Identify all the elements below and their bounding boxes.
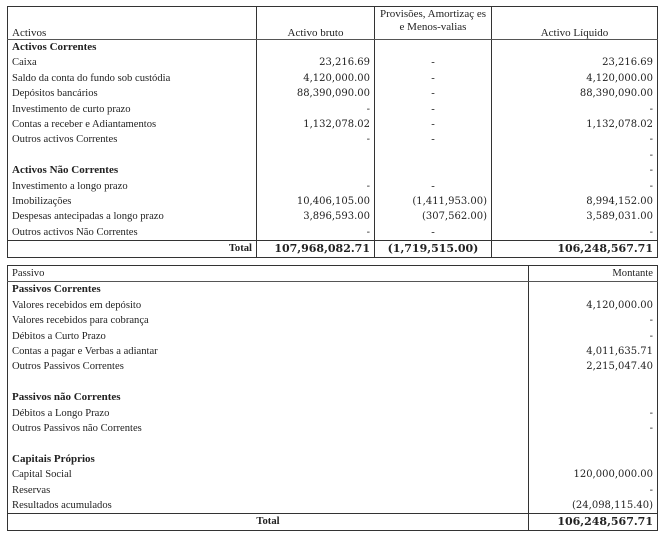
montante-value: - (529, 406, 658, 421)
montante-value: - (529, 483, 658, 498)
total-row (8, 514, 658, 530)
activo-bruto-value: 4,120,000.00 (257, 71, 375, 86)
table-row (8, 225, 658, 241)
header-activo-bruto: Activo bruto (257, 7, 375, 40)
activo-liquido-value: 1,132,078.02 (492, 117, 658, 132)
montante-value: - (529, 421, 658, 436)
total-value: (1,719,515.00) (375, 241, 492, 257)
provisoes-value: - (375, 71, 492, 86)
table-row (8, 436, 658, 451)
montante-value: - (529, 329, 658, 344)
montante-value: 120,000,000.00 (529, 467, 658, 482)
row-label: Outros Passivos Correntes (12, 361, 124, 373)
table-row (8, 102, 658, 117)
row-label: Investimento de curto prazo (12, 103, 131, 115)
activo-liquido-value: - (492, 225, 658, 241)
table-row (8, 298, 658, 313)
provisoes-value: - (375, 102, 492, 117)
montante-value: 2,215,047.40 (529, 359, 658, 374)
provisoes-value (375, 148, 492, 163)
row-label: Contas a receber e Adiantamentos (12, 119, 157, 131)
row-label: Despesas antecipadas a longo prazo (12, 211, 164, 223)
table-row (8, 71, 658, 86)
activo-liquido-value: 88,390,090.00 (492, 86, 658, 101)
montante-value: - (529, 313, 658, 328)
activo-bruto-value (257, 148, 375, 163)
activo-bruto-value: - (257, 179, 375, 194)
table-row (8, 148, 658, 163)
table-row (8, 163, 658, 178)
table-row (8, 483, 658, 498)
row-label: Imobilizações (12, 196, 72, 208)
liabilities-header-row (8, 266, 658, 282)
provisoes-value (375, 40, 492, 56)
row-label: Débitos a Longo Prazo (12, 407, 110, 419)
table-row (8, 40, 658, 56)
activo-liquido-value: - (492, 163, 658, 178)
table-row (8, 498, 658, 514)
header-passivo: Passivo (8, 266, 529, 282)
assets-header-row (8, 7, 658, 40)
montante-value (529, 390, 658, 405)
provisoes-value: (1,411,953.00) (375, 194, 492, 209)
montante-value (529, 282, 658, 298)
provisoes-value: - (375, 132, 492, 147)
row-label: Passivos não Correntes (12, 391, 121, 404)
row-label: Caixa (12, 57, 37, 69)
provisoes-value: - (375, 55, 492, 70)
activo-bruto-value: 88,390,090.00 (257, 86, 375, 101)
activo-liquido-value: 3,589,031.00 (492, 209, 658, 224)
activo-liquido-value: 4,120,000.00 (492, 71, 658, 86)
activo-bruto-value (257, 40, 375, 56)
activo-liquido-value: 8,994,152.00 (492, 194, 658, 209)
total-label: Total (8, 514, 529, 530)
row-label (8, 436, 529, 451)
table-row (8, 421, 658, 436)
table-row (8, 329, 658, 344)
table-row (8, 406, 658, 421)
row-label: Reservas (12, 484, 51, 496)
montante-value (529, 452, 658, 467)
table-row (8, 282, 658, 298)
header-activos: Activos (8, 7, 257, 40)
table-row (8, 344, 658, 359)
row-label (8, 375, 529, 390)
row-label: Depósitos bancários (12, 88, 98, 100)
row-label: Valores recebidos para cobrança (12, 315, 149, 327)
row-label: Passivos Correntes (12, 283, 101, 296)
table-row (8, 209, 658, 224)
table-row (8, 132, 658, 147)
provisoes-value: - (375, 86, 492, 101)
row-label: Capitais Próprios (12, 452, 95, 465)
montante-value (529, 375, 658, 390)
total-label: Total (8, 241, 257, 257)
activo-bruto-value: - (257, 102, 375, 117)
montante-value: (24,098,115.40) (529, 498, 658, 514)
row-label: Contas a pagar e Verbas a adiantar (12, 346, 158, 358)
assets-table (7, 6, 658, 258)
activo-liquido-value: - (492, 102, 658, 117)
table-row (8, 313, 658, 328)
table-row (8, 452, 658, 467)
table-row (8, 117, 658, 132)
activo-liquido-value (492, 40, 658, 56)
provisoes-value: - (375, 225, 492, 241)
row-label: Activos Não Correntes (12, 164, 119, 177)
activo-liquido-value: - (492, 179, 658, 194)
total-row (8, 241, 658, 257)
row-label: Outros Passivos não Correntes (12, 423, 142, 435)
activo-bruto-value: 10,406,105.00 (257, 194, 375, 209)
header-activo-liquido: Activo Líquido (492, 7, 658, 40)
row-label: Valores recebidos em depósito (12, 299, 142, 311)
header-montante: Montante (529, 266, 658, 282)
row-label (8, 148, 257, 163)
activo-bruto-value: 1,132,078.02 (257, 117, 375, 132)
provisoes-value (375, 163, 492, 178)
header-provisoes: Provisões, Amortizaç es e Menos-valias (375, 7, 492, 40)
row-label: Outros activos Não Correntes (12, 226, 138, 238)
table-row (8, 359, 658, 374)
montante-value (529, 436, 658, 451)
row-label: Outros activos Correntes (12, 134, 118, 146)
table-row (8, 194, 658, 209)
row-label: Débitos a Curto Prazo (12, 330, 106, 342)
table-row (8, 55, 658, 70)
activo-bruto-value: 23,216.69 (257, 55, 375, 70)
row-label: Resultados acumulados (12, 500, 112, 512)
table-row (8, 375, 658, 390)
row-label: Saldo da conta do fundo sob custódia (12, 72, 171, 84)
table-row (8, 179, 658, 194)
activo-liquido-value: - (492, 148, 658, 163)
activo-bruto-value: - (257, 132, 375, 147)
activo-bruto-value (257, 163, 375, 178)
activo-liquido-value: - (492, 132, 658, 147)
row-label: Investimento a longo prazo (12, 180, 128, 192)
total-value: 106,248,567.71 (529, 514, 658, 530)
total-value: 106,248,567.71 (492, 241, 658, 257)
activo-liquido-value: 23,216.69 (492, 55, 658, 70)
activo-bruto-value: - (257, 225, 375, 241)
provisoes-value: - (375, 179, 492, 194)
liabilities-table (7, 265, 658, 531)
row-label: Capital Social (12, 469, 72, 481)
provisoes-value: (307,562.00) (375, 209, 492, 224)
activo-bruto-value: 3,896,593.00 (257, 209, 375, 224)
montante-value: 4,011,635.71 (529, 344, 658, 359)
row-label: Activos Correntes (12, 41, 97, 53)
montante-value: 4,120,000.00 (529, 298, 658, 313)
table-row (8, 467, 658, 482)
table-row (8, 86, 658, 101)
total-value: 107,968,082.71 (257, 241, 375, 257)
table-row (8, 390, 658, 405)
provisoes-value: - (375, 117, 492, 132)
